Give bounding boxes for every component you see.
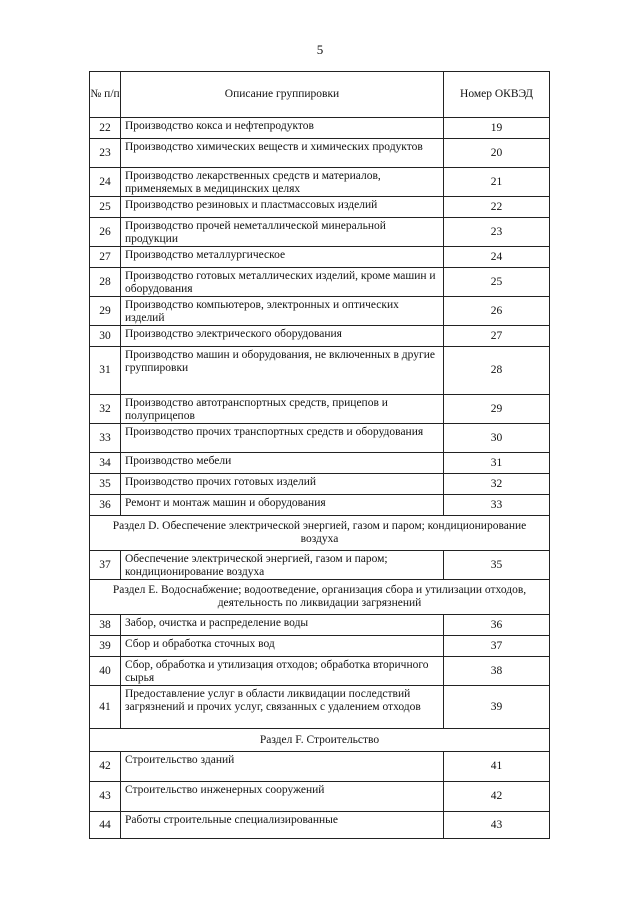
row-okved-code: 27 <box>444 326 550 347</box>
row-number: 23 <box>90 139 121 168</box>
row-number: 41 <box>90 686 121 729</box>
row-okved-code: 35 <box>444 551 550 580</box>
row-okved-code: 41 <box>444 752 550 782</box>
table-body <box>90 118 550 839</box>
table-header-row <box>90 72 550 118</box>
row-okved-code: 24 <box>444 247 550 268</box>
row-number: 27 <box>90 247 121 268</box>
row-description: Производство прочих готовых изделий <box>121 474 444 495</box>
row-number: 22 <box>90 118 121 139</box>
row-description: Производство электрического оборудования <box>121 326 444 347</box>
row-description: Производство компьютеров, электронных и оптических изделий <box>121 297 444 326</box>
row-description: Производство автотранспортных средств, прицепов и полуприцепов <box>121 395 444 424</box>
header-okved-code: Номер ОКВЭД <box>444 72 550 118</box>
row-number: 32 <box>90 395 121 424</box>
table-row <box>90 424 550 453</box>
table-row <box>90 168 550 197</box>
table-row <box>90 812 550 839</box>
row-description: Производство готовых металлических изделий, кроме машин и оборудования <box>121 268 444 297</box>
row-okved-code: 38 <box>444 657 550 686</box>
table-row <box>90 615 550 636</box>
table-row <box>90 474 550 495</box>
row-number: 39 <box>90 636 121 657</box>
row-number: 25 <box>90 197 121 218</box>
row-description: Строительство инженерных сооружений <box>121 782 444 812</box>
table-row <box>90 326 550 347</box>
row-description: Производство резиновых и пластмассовых изделий <box>121 197 444 218</box>
row-number: 26 <box>90 218 121 247</box>
section-title: Раздел Е. Водоснабжение; водоотведение, организация сбора и утилизации отходов, деятельность по ликвидации загрязнений <box>90 580 550 615</box>
table-row <box>90 347 550 395</box>
row-description: Предоставление услуг в области ликвидации последствий загрязнений и прочих услуг, связанных с удалением отходов <box>121 686 444 729</box>
table-row <box>90 752 550 782</box>
section-title: Раздел D. Обеспечение электрической энергией, газом и паром; кондиционирование воздуха <box>90 516 550 551</box>
row-okved-code: 33 <box>444 495 550 516</box>
row-description: Забор, очистка и распределение воды <box>121 615 444 636</box>
row-okved-code: 29 <box>444 395 550 424</box>
table-row <box>90 636 550 657</box>
row-description: Работы строительные специализированные <box>121 812 444 839</box>
table-row <box>90 118 550 139</box>
okved-table <box>89 71 550 839</box>
table-row <box>90 139 550 168</box>
table-row <box>90 495 550 516</box>
row-description: Производство лекарственных средств и материалов, применяемых в медицинских целях <box>121 168 444 197</box>
table-row <box>90 453 550 474</box>
row-number: 24 <box>90 168 121 197</box>
section-row <box>90 516 550 551</box>
row-number: 34 <box>90 453 121 474</box>
row-okved-code: 42 <box>444 782 550 812</box>
row-okved-code: 30 <box>444 424 550 453</box>
table-row <box>90 657 550 686</box>
row-number: 29 <box>90 297 121 326</box>
table-row <box>90 197 550 218</box>
row-okved-code: 20 <box>444 139 550 168</box>
row-number: 33 <box>90 424 121 453</box>
table-row <box>90 297 550 326</box>
table-row <box>90 218 550 247</box>
row-description: Обеспечение электрической энергией, газом и паром; кондиционирование воздуха <box>121 551 444 580</box>
table-row <box>90 268 550 297</box>
table-row <box>90 686 550 729</box>
row-number: 30 <box>90 326 121 347</box>
table-row <box>90 782 550 812</box>
row-number: 35 <box>90 474 121 495</box>
table-row <box>90 247 550 268</box>
row-description: Сбор и обработка сточных вод <box>121 636 444 657</box>
row-okved-code: 43 <box>444 812 550 839</box>
row-okved-code: 26 <box>444 297 550 326</box>
row-description: Производство кокса и нефтепродуктов <box>121 118 444 139</box>
section-row <box>90 729 550 752</box>
row-description: Производство прочих транспортных средств и оборудования <box>121 424 444 453</box>
row-description: Производство химических веществ и химических продуктов <box>121 139 444 168</box>
row-description: Сбор, обработка и утилизация отходов; обработка вторичного сырья <box>121 657 444 686</box>
row-number: 37 <box>90 551 121 580</box>
row-okved-code: 39 <box>444 686 550 729</box>
section-row <box>90 580 550 615</box>
header-description: Описание группировки <box>121 72 444 118</box>
row-description: Производство прочей неметаллической минеральной продукции <box>121 218 444 247</box>
row-okved-code: 37 <box>444 636 550 657</box>
row-description: Производство машин и оборудования, не включенных в другие группировки <box>121 347 444 395</box>
row-description: Ремонт и монтаж машин и оборудования <box>121 495 444 516</box>
row-okved-code: 32 <box>444 474 550 495</box>
row-description: Строительство зданий <box>121 752 444 782</box>
row-okved-code: 36 <box>444 615 550 636</box>
row-description: Производство мебели <box>121 453 444 474</box>
row-number: 44 <box>90 812 121 839</box>
row-number: 42 <box>90 752 121 782</box>
section-title: Раздел F. Строительство <box>90 729 550 752</box>
row-number: 36 <box>90 495 121 516</box>
row-number: 38 <box>90 615 121 636</box>
row-okved-code: 23 <box>444 218 550 247</box>
table-row <box>90 551 550 580</box>
row-okved-code: 31 <box>444 453 550 474</box>
row-okved-code: 19 <box>444 118 550 139</box>
row-description: Производство металлургическое <box>121 247 444 268</box>
page-number: 5 <box>316 42 324 57</box>
row-okved-code: 28 <box>444 347 550 395</box>
row-okved-code: 21 <box>444 168 550 197</box>
row-number: 31 <box>90 347 121 395</box>
row-number: 43 <box>90 782 121 812</box>
header-number: № п/п <box>90 72 121 118</box>
row-okved-code: 25 <box>444 268 550 297</box>
row-okved-code: 22 <box>444 197 550 218</box>
row-number: 40 <box>90 657 121 686</box>
row-number: 28 <box>90 268 121 297</box>
table-row <box>90 395 550 424</box>
